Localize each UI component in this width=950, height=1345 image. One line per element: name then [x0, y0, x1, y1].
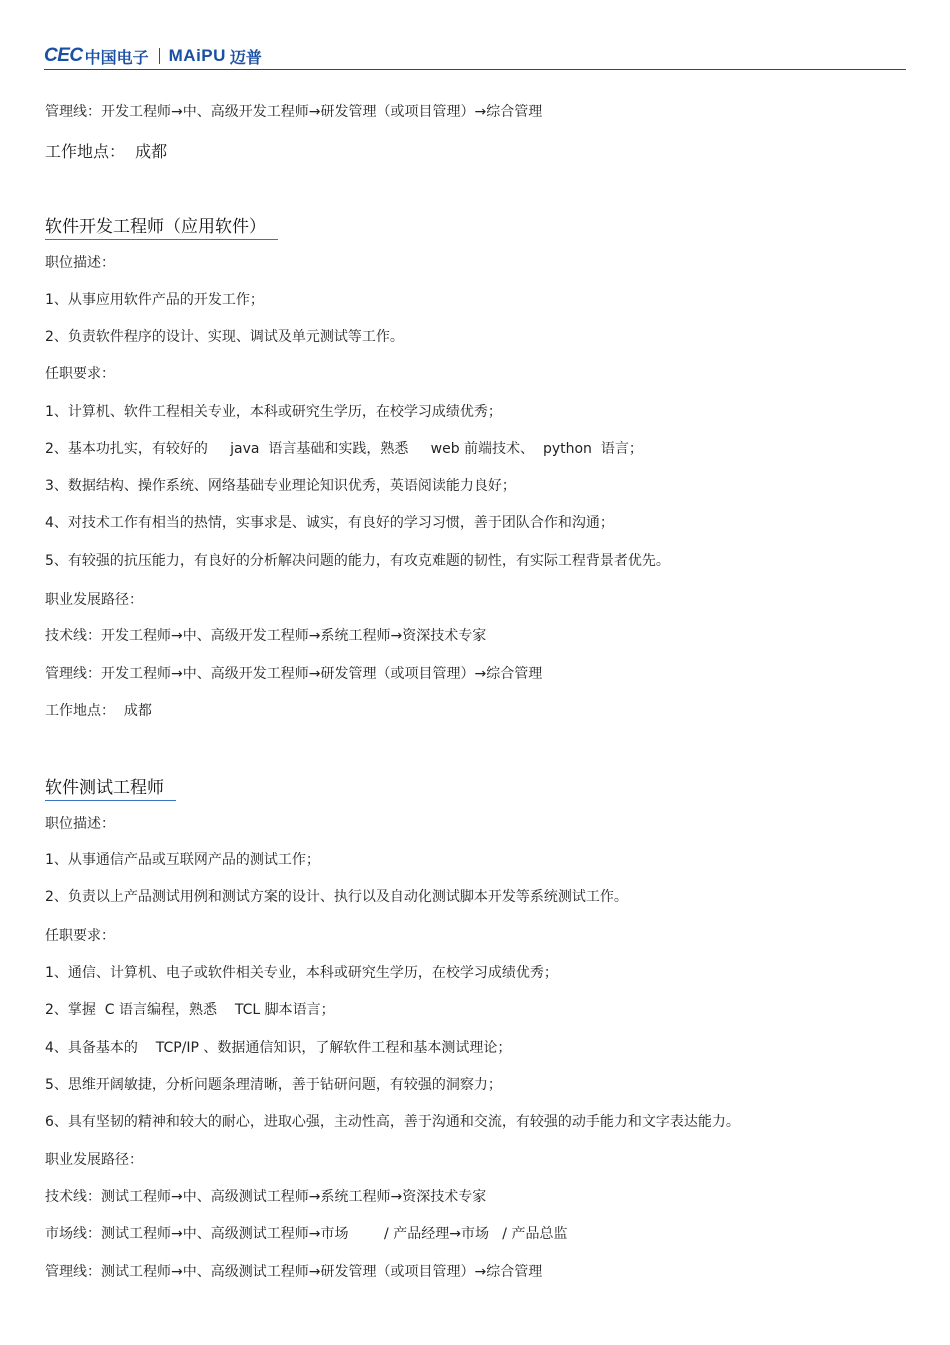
s1-desc-1: 1、从事应用软件产品的开发工作； [45, 292, 264, 308]
s1-req-2: 2、基本功扎实，有较好的 java 语言基础和实践，熟悉 web 前端技术、 python 语言； [45, 441, 643, 457]
s2-path-tech: 技术线：测试工程师→中、高级测试工程师→系统工程师→资深技术专家 [45, 1189, 487, 1205]
s2-req-6: 6、具有坚韧的精神和较大的耐心，进取心强，主动性高，善于沟通和交流，有较强的动手能力和文字表达能力。 [45, 1114, 740, 1130]
s2-desc-2: 2、负责以上产品测试用例和测试方案的设计、执行以及自动化测试脚本开发等系统测试工作。 [45, 889, 628, 905]
section-title-app-dev: 软件开发工程师（应用软件） [45, 212, 278, 240]
s2-req-5: 5、思维开阔敏捷，分析问题条理清晰，善于钻研问题，有较强的洞察力； [45, 1077, 502, 1093]
s1-location: 工作地点： 成都 [45, 703, 152, 719]
s2-desc-1: 1、从事通信产品或互联网产品的测试工作； [45, 852, 320, 868]
s2-req-4: 4、具备基本的 TCP/IP 、数据通信知识，了解软件工程和基本测试理论； [45, 1040, 512, 1056]
s1-path-tech: 技术线：开发工程师→中、高级开发工程师→系统工程师→资深技术专家 [45, 628, 487, 644]
top-location: 工作地点： 成都 [45, 142, 168, 161]
maipu-logo-chinese: 迈普 [229, 47, 262, 67]
s1-path-heading: 职业发展路径： [45, 592, 143, 608]
s1-req-heading: 任职要求： [45, 366, 115, 382]
logo-divider [159, 48, 160, 64]
maipu-logo: MAiPU [168, 46, 226, 65]
s2-req-1: 1、通信、计算机、电子或软件相关专业，本科或研究生学历，在校学习成绩优秀； [45, 965, 558, 981]
header-divider [44, 69, 906, 70]
s1-req-4: 4、对技术工作有相当的热情，实事求是、诚实，有良好的学习习惯，善于团队合作和沟通； [45, 515, 614, 531]
s2-path-mgmt: 管理线：测试工程师→中、高级测试工程师→研发管理（或项目管理）→综合管理 [45, 1264, 543, 1280]
section-title-test: 软件测试工程师 [45, 773, 176, 801]
s2-path-heading: 职业发展路径： [45, 1152, 143, 1168]
s1-req-5: 5、有较强的抗压能力，有良好的分析解决问题的能力，有攻克难题的韧性，有实际工程背景者优先。 [45, 553, 670, 569]
s2-path-market: 市场线：测试工程师→中、高级测试工程师→市场 / 产品经理→市场 / 产品总监 [45, 1226, 568, 1242]
s1-desc-2: 2、负责软件程序的设计、实现、调试及单元测试等工作。 [45, 329, 404, 345]
s1-path-mgmt: 管理线：开发工程师→中、高级开发工程师→研发管理（或项目管理）→综合管理 [45, 666, 543, 682]
s2-req-heading: 任职要求： [45, 928, 115, 944]
s1-desc-heading: 职位描述： [45, 255, 115, 271]
s2-desc-heading: 职位描述： [45, 816, 115, 832]
cec-logo: CEC [44, 45, 83, 66]
cec-logo-chinese: 中国电子 [84, 47, 149, 67]
top-mgmt-path: 管理线：开发工程师→中、高级开发工程师→研发管理（或项目管理）→综合管理 [45, 104, 543, 120]
s1-req-1: 1、计算机、软件工程相关专业，本科或研究生学历，在校学习成绩优秀； [45, 404, 502, 420]
s2-req-2: 2、掌握 C 语言编程，熟悉 TCL 脚本语言； [45, 1002, 335, 1018]
s1-req-3: 3、数据结构、操作系统、网络基础专业理论知识优秀，英语阅读能力良好； [45, 478, 516, 494]
header-logo [44, 44, 262, 68]
